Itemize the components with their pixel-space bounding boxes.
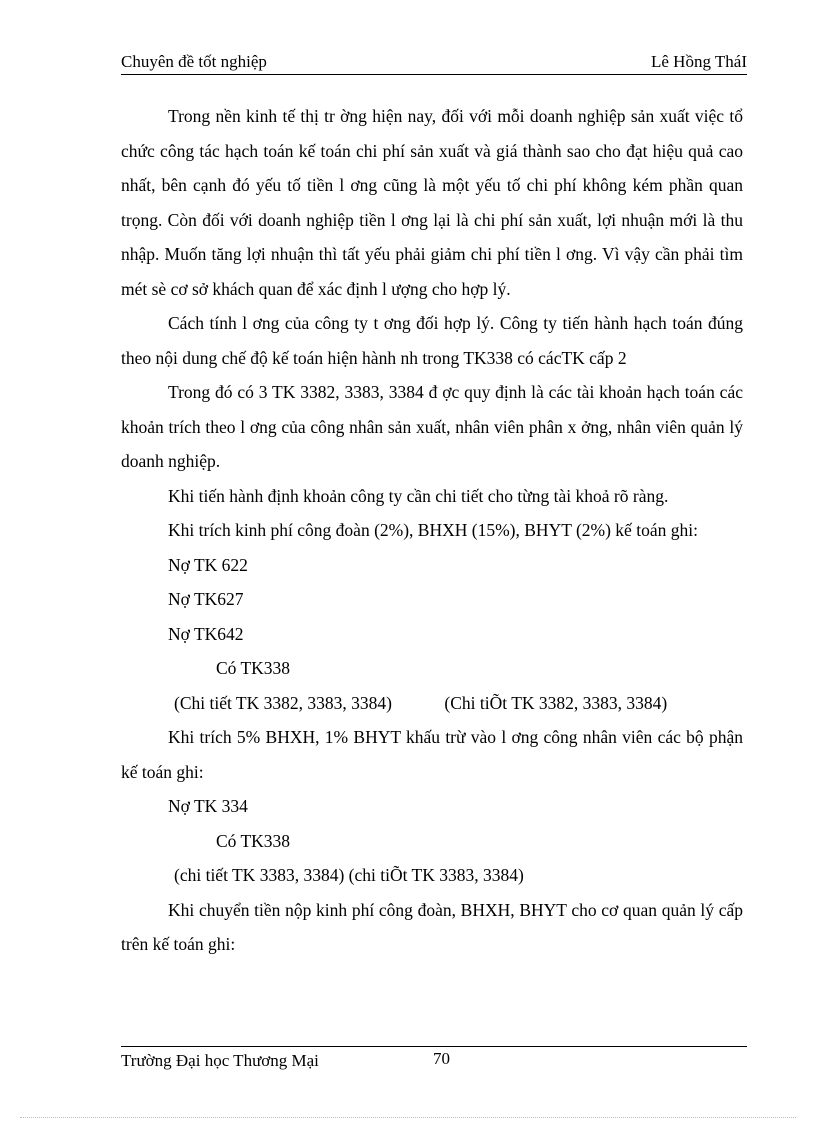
detail-line: (chi tiết TK 3383, 3384) (chi tiÕt TK 3383, 3384) <box>174 865 524 885</box>
header-author: Lê Hồng TháI <box>651 52 747 71</box>
debit-entry: Nợ TK 334 <box>168 796 248 816</box>
credit-entry: Có TK338 <box>216 830 291 851</box>
text-line: Khi trích kinh phí công đoàn (2%), BHXH (15%), BHYT (2%) kế toán ghi: <box>168 520 698 540</box>
debit-entry: Nợ TK627 <box>168 589 244 609</box>
debit-entry: Nợ TK642 <box>168 623 244 644</box>
footer-school: Trường Đại học Thương Mại <box>121 1051 319 1070</box>
page-header <box>121 52 747 75</box>
detail-line: (Chi tiết TK 3382, 3383, 3384) (Chi tiÕt TK 3382, 3383, 3384) <box>174 692 668 713</box>
page-footer <box>121 1046 747 1073</box>
paragraph-5: Khi chuyển tiền nộp kinh phí công đoàn, BHXH, BHYT cho cơ quan quản lý cấp trên kế toán ghi: <box>121 899 743 954</box>
page-number: 70 <box>433 1049 450 1068</box>
header-title: Chuyên đề tốt nghiệp <box>121 52 267 71</box>
document-body <box>121 99 743 962</box>
page-edge-divider <box>20 1117 796 1118</box>
text-line: Khi tiến hành định khoản công ty cần chi tiết cho từng tài khoả rõ ràng. <box>168 485 669 506</box>
paragraph-1: Trong nền kinh tế thị tr ờng hiện nay, đối với mỗi doanh nghiệp sản xuất việc tổ chức công tác hạch toán kế toán chi phí sản xuất và giá thành sao cho đạt hiệu quả cao nhất, bên cạnh đó yếu tố tiền l ơng cũng là một yếu tố chi phí không kém phần quan trọng. Còn đối với doanh nghiệp tiền l ơng lại là chi phí sản xuất, lợi nhuận mới là thu nhập. Muốn tăng lợi nhuận thì tất yếu phải giảm chi phí tiền l ơng. Vì vậy cần phải tìm mét sè cơ sở khách quan để xác định l ượng cho hợp lý. <box>121 106 743 299</box>
credit-entry: Có TK338 <box>216 658 291 678</box>
paragraph-4: Khi trích 5% BHXH, 1% BHYT khấu trừ vào l ơng công nhân viên các bộ phận kế toán ghi: <box>121 727 743 782</box>
paragraph-2: Cách tính l ơng của công ty t ơng đối hợp lý. Công ty tiến hành hạch toán đúng theo nội dung chế độ kế toán hiện hành nh trong TK338 có cácTK cấp 2 <box>121 313 743 368</box>
paragraph-3: Trong đó có 3 TK 3382, 3383, 3384 đ ợc quy định là các tài khoản hạch toán các khoản trích theo l ơng của công nhân sản xuất, nhân viên phân x ởng, nhân viên quản lý doanh nghiệp. <box>121 382 743 471</box>
debit-entry: Nợ TK 622 <box>168 554 248 575</box>
